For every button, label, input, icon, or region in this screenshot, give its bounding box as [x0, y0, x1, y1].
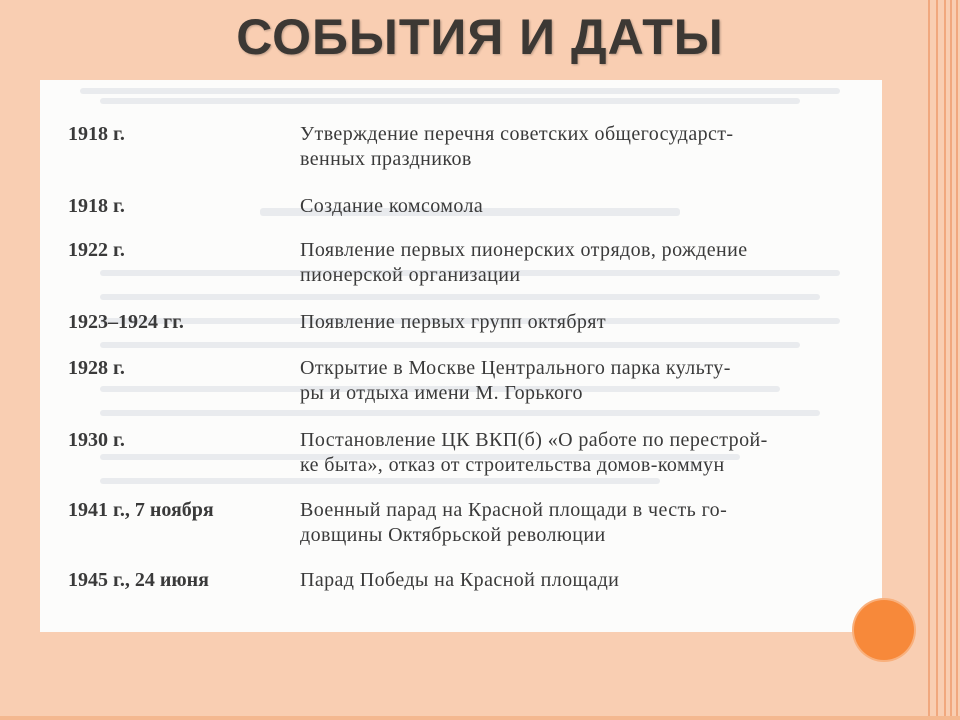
decorative-bottom-band — [0, 716, 960, 720]
event-description — [300, 568, 848, 593]
event-description-line: Утверждение перечня советских общегосударст- — [300, 123, 734, 145]
decorative-stripes — [924, 0, 960, 720]
event-description — [300, 310, 848, 335]
event-description — [300, 194, 848, 219]
event-date: 1945 г., 24 июня — [68, 569, 209, 591]
event-date: 1941 г., 7 ноября — [68, 499, 214, 521]
event-description-line: ры и отдыха имени М. Горького — [300, 382, 583, 404]
event-description-line: Появление первых групп октябрят — [300, 311, 607, 333]
event-description-line: Постановление ЦК ВКП(б) «О работе по перестрой- — [300, 429, 768, 451]
event-description-line: ке быта», отказ от строительства домов-коммун — [300, 454, 725, 476]
event-description-line: пионерской организации — [300, 264, 521, 286]
event-description — [300, 238, 848, 288]
event-description — [300, 356, 848, 406]
event-description-line: Военный парад на Красной площади в честь го- — [300, 499, 728, 521]
event-description-line: венных праздников — [300, 148, 472, 170]
event-description-line: Создание комсомола — [300, 195, 484, 217]
event-date: 1918 г. — [68, 195, 125, 217]
event-date: 1918 г. — [68, 123, 125, 145]
event-description-line: Появление первых пионерских отрядов, рождение — [300, 239, 748, 261]
event-date: 1928 г. — [68, 357, 125, 379]
decorative-circle — [854, 600, 914, 660]
event-date: 1923–1924 гг. — [68, 311, 184, 333]
event-description — [300, 122, 848, 172]
event-description — [300, 428, 848, 478]
events-list — [40, 80, 882, 632]
event-date: 1922 г. — [68, 239, 125, 261]
event-date: 1930 г. — [68, 429, 125, 451]
event-description-line: довщины Октябрьской революции — [300, 524, 606, 546]
page-title: СОБЫТИЯ И ДАТЫ — [236, 9, 724, 65]
event-description — [300, 498, 848, 548]
events-table-image — [40, 80, 882, 632]
event-description-line: Открытие в Москве Центрального парка культу- — [300, 357, 731, 379]
event-description-line: Парад Победы на Красной площади — [300, 569, 620, 591]
